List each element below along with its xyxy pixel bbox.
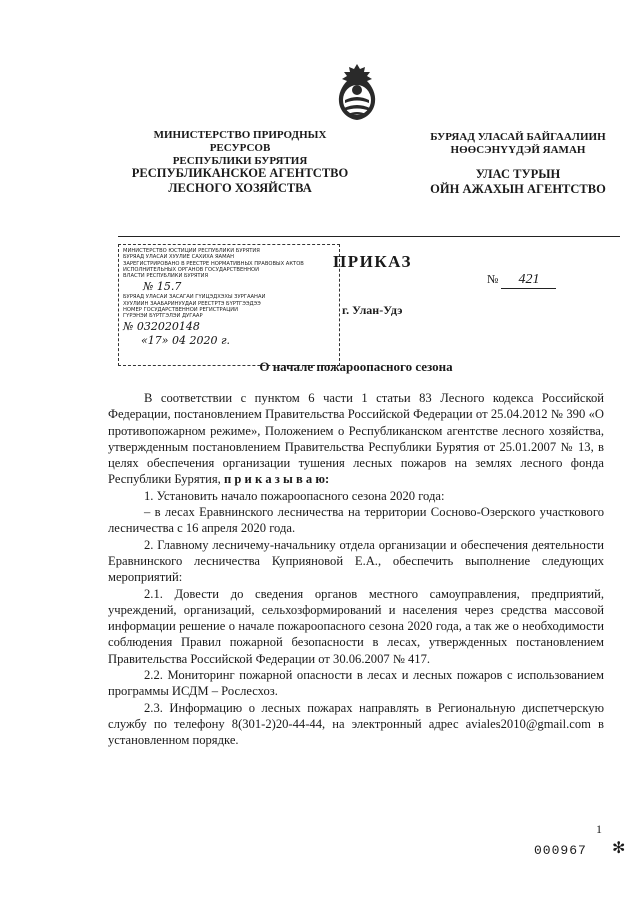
left-agency-line2: ЛЕСНОГО ХОЗЯЙСТВА <box>168 181 312 195</box>
order-number-value: 421 <box>501 272 556 289</box>
body-item2-1: 2.1. Довести до сведения органов местного самоуправления, предприятий, учреждений, организаций, сельхозформирований и населения через средства массовой информации решение о начале пожароопасного сезона 2020 года, а так же о необходимости соблюдения Правил пожарной безопасности в лесах, утвержденных постановлением Правительства Российской Федерации от 30.06.2007 № 417. <box>108 586 604 666</box>
order-number-label: № <box>487 272 499 286</box>
stamp-reg-number: № 15.7 <box>143 280 182 294</box>
body-item2-3: 2.3. Информацию о лесных пожарах направлять в Региональную диспетчерскую службу по телефону 8(301-2)20-44-44, на электронный адрес aviales2010@gmail.com в установленном порядке. <box>108 700 604 748</box>
stamp-line: БУРЯАД УЛАСАЙ ЗАСАГАЙ ГҮЙЦЭДХЭХЫ ЗУРГААНАЙ <box>123 294 266 301</box>
right-agency-line1: УЛАС ТУРЫН <box>475 167 561 181</box>
left-ministry-line1: МИНИСТЕРСТВО ПРИРОДНЫХ РЕСУРСОВ <box>153 129 327 154</box>
stamp-line: ВЛАСТИ РЕСПУБЛИКИ БУРЯТИЯ <box>123 273 209 280</box>
right-ministry-line2: НӨӨСЭНҮҮДЭЙ ЯАМАН <box>450 144 586 156</box>
doc-serial-number: 000967 <box>534 843 587 858</box>
order-city <box>342 303 402 318</box>
body-intro: В соответствии с пунктом 6 части 1 статьи 83 Лесного кодекса Российской Федерации, постановлением Правительства Российской Федерации от 25.04.2012 № 390 «О противопожарном режиме», Положением о Республиканском агентстве лесного хозяйства, утвержденным постановлением Правительства Республики Бурятия от 25.01.2007 № 13, в целях обеспечения организации тушения лесных пожаров на землях лесного фонда Республики Бурятия, п р и к а з ы в а ю: <box>108 391 604 487</box>
right-ministry-line1: БУРЯАД УЛАСАЙ БАЙГААЛИИН <box>430 131 606 143</box>
order-title: ПРИКАЗ <box>333 252 412 271</box>
body-item2: 2. Главному лесничему-начальнику отдела организации и обеспечения деятельности Еравнинского лесничества Куприяновой Е.А., обеспечить выполнение следующих мероприятий: <box>108 537 604 585</box>
body-item1-sub: – в лесах Еравнинского лесничества на территории Сосново-Озерского участкового лесничества с 16 апреля 2020 года. <box>108 505 604 536</box>
stamp-line: ЗАРЕГИСТРИРОВАНО В РЕЕСТРЕ НОРМАТИВНЫХ ПРАВОВЫХ АКТОВ <box>123 260 304 267</box>
left-agency-line1: РЕСПУБЛИКАНСКОЕ АГЕНТСТВО <box>131 166 349 180</box>
stamp-line: МИНИСТЕРСТВО ЮСТИЦИИ РЕСПУБЛИКИ БУРЯТИЯ <box>123 248 260 254</box>
coat-of-arms-emblem-icon <box>332 62 382 122</box>
body-item1: 1. Установить начало пожароопасного сезона 2020 года: <box>144 488 445 503</box>
left-agency-header <box>122 166 358 196</box>
order-word: п р и к а з ы в а ю: <box>223 472 330 487</box>
order-subject: О начале пожароопасного сезона <box>259 359 453 374</box>
registration-stamp <box>118 244 340 366</box>
left-ministry-header <box>130 129 350 168</box>
stamp-line: ХУУЛИИН ЗААБАРИНУУДАЙ РЕЕСТРТЭ БҮРТГЭЭДЭЭ <box>123 300 261 307</box>
right-agency-line2: ОЙН АЖАХЫН АГЕНТСТВО <box>430 182 606 196</box>
order-body <box>108 390 604 749</box>
page-number: 1 <box>596 822 602 836</box>
stamp-date: «17» 04 2020 г. <box>141 333 230 347</box>
asterisk-mark-icon: ✻ <box>612 840 626 857</box>
stamp-line: ГҮРЭНЭЙ БҮРТГЭЛЭЙ ДУГААР <box>123 313 203 320</box>
left-ministry-line2: РЕСПУБЛИКИ БУРЯТИЯ <box>172 155 308 167</box>
right-agency-header <box>418 167 618 197</box>
right-ministry-header <box>408 131 628 157</box>
stamp-line: ИСПОЛНИТЕЛЬНЫХ ОРГАНОВ ГОСУДАРСТВЕННОЙ <box>123 266 260 273</box>
city-name: Улан-Удэ <box>352 303 403 317</box>
stamp-line: НОМЕР ГОСУДАРСТВЕННОЙ РЕГИСТРАЦИИ <box>123 307 239 314</box>
city-prefix: г. <box>342 303 350 317</box>
body-item2-2: 2.2. Мониторинг пожарной опасности в лесах и лесных пожаров с использованием программы ИСДМ – Рослесхоз. <box>108 668 604 699</box>
stamp-doc-number: № 032020148 <box>123 319 200 333</box>
order-number <box>487 272 587 289</box>
stamp-line: БУРЯАД УЛАСАЙ ХУУЛИЕ САХИХА ЯАМАН <box>123 254 235 261</box>
header-divider <box>118 236 620 237</box>
